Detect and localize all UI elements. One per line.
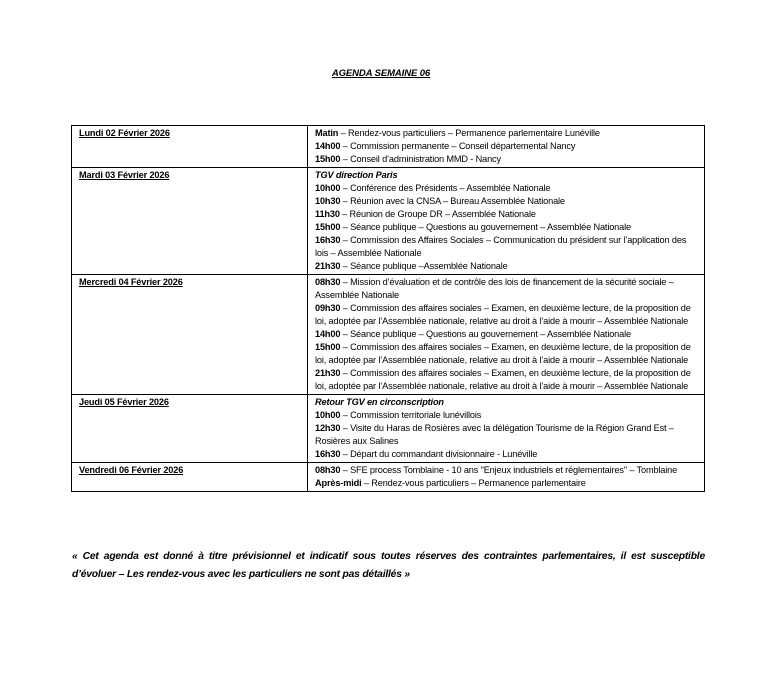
event-time: 15h00 [315,222,341,232]
event-item [315,341,699,367]
event-text: – Réunion de Groupe DR – Assemblée Nationale [339,209,536,219]
event-time: 09h30 [315,303,341,313]
event-text: – Rendez-vous particuliers – Permanence parlementaire Lunéville [338,128,600,138]
event-time: 10h30 [315,196,341,206]
day-cell [72,126,308,168]
event-heading: Retour TGV en circonscription [315,397,444,407]
events-cell [308,463,705,492]
event-item [315,140,699,153]
day-date: Mardi 03 Février 2026 [79,170,170,180]
disclaimer-note: « Cet agenda est donné à titre prévisionnel et indicatif sous toutes réserves des contraintes parlementaires, il est susceptible d’évoluer – Les rendez-vous avec les particuliers ne sont pas détaillés » [72,551,705,580]
event-time: 12h30 [315,423,341,433]
event-time: 11h30 [315,209,340,219]
event-time: 14h00 [315,329,341,339]
event-text: – Séance publique –Assemblée Nationale [340,261,508,271]
event-time: 14h00 [315,141,341,151]
event-item [315,260,699,273]
day-date: Mercredi 04 Février 2026 [79,277,183,287]
event-item [315,328,699,341]
events-cell [308,126,705,168]
page-title: AGENDA SEMAINE 06 [331,68,431,79]
event-time: 21h30 [315,261,341,271]
event-text: – Mission d’évaluation et de contrôle des lois de financement de la sécurité sociale – Assemblée Nationale [315,277,674,300]
day-date: Vendredi 06 Février 2026 [79,465,184,475]
event-item [315,409,699,422]
day-cell [72,275,308,395]
day-date: Lundi 02 Février 2026 [79,128,170,138]
event-item [315,234,699,260]
day-cell [72,395,308,463]
event-item [315,367,699,393]
event-item [315,195,699,208]
event-text: – Séance publique – Questions au gouvernement – Assemblée Nationale [340,329,631,339]
event-text: – Rendez-vous particuliers – Permanence parlementaire [361,478,586,488]
event-time: 10h00 [315,183,341,193]
day-cell [72,463,308,492]
agenda-row [72,463,705,492]
agenda-row [72,126,705,168]
event-time: Matin [315,128,339,138]
events-cell [308,168,705,275]
events-cell [308,395,705,463]
event-time: 08h30 [315,277,341,287]
event-item [315,448,699,461]
event-item [315,276,699,302]
event-time: 21h30 [315,368,341,378]
event-text: – Réunion avec la CNSA – Bureau Assemblée Nationale [340,196,565,206]
event-item [315,477,699,490]
event-text: – Commission permanente – Conseil départemental Nancy [340,141,576,151]
event-time: 16h30 [315,449,341,459]
event-heading: TGV direction Paris [315,170,398,180]
event-time: Après-midi [315,478,362,488]
event-item [315,127,699,140]
event-time: 08h30 [315,465,341,475]
agenda-row [72,395,705,463]
event-text: – SFE process Tomblaine - 10 ans "Enjeux industriels et réglementaires" – Tomblaine [340,465,678,475]
agenda-row [72,168,705,275]
events-cell [308,275,705,395]
event-text: – Conférence des Présidents – Assemblée Nationale [340,183,551,193]
event-item [315,208,699,221]
event-time: 10h00 [315,410,341,420]
event-item [315,221,699,234]
event-text: – Conseil d’administration MMD - Nancy [340,154,501,164]
event-time: 16h30 [315,235,341,245]
event-text: – Commission des Affaires Sociales – Communication du président sur l’application des lois – Assemblée Nationale [315,235,687,258]
event-item [315,153,699,166]
day-date: Jeudi 05 Février 2026 [79,397,169,407]
agenda-table [71,125,705,492]
agenda-row [72,275,705,395]
event-item [315,182,699,195]
event-time: 15h00 [315,342,341,352]
event-text: – Séance publique – Questions au gouvernement – Assemblée Nationale [340,222,631,232]
event-text: – Commission des affaires sociales – Examen, en deuxième lecture, de la proposition de loi, adoptée par l’Assemblée nationale, relative au droit à l’aide à mourir – Assemblée Nationale [315,342,691,365]
event-item [315,302,699,328]
event-text: – Visite du Haras de Rosières avec la délégation Tourisme de la Région Grand Est – Rosières aux Salines [315,423,674,446]
day-cell [72,168,308,275]
event-text: – Commission territoriale lunévillois [340,410,482,420]
event-text: – Départ du commandant divisionnaire - Lunéville [340,449,538,459]
event-time: 15h00 [315,154,341,164]
event-text: – Commission des affaires sociales – Examen, en deuxième lecture, de la proposition de loi, adoptée par l’Assemblée nationale, relative au droit à l’aide à mourir – Assemblée Nationale [315,368,691,391]
event-item [315,422,699,448]
event-text: – Commission des affaires sociales – Examen, en deuxième lecture, de la proposition de loi, adoptée par l’Assemblée nationale, relative au droit à l’aide à mourir – Assemblée Nationale [315,303,691,326]
event-item [315,464,699,477]
